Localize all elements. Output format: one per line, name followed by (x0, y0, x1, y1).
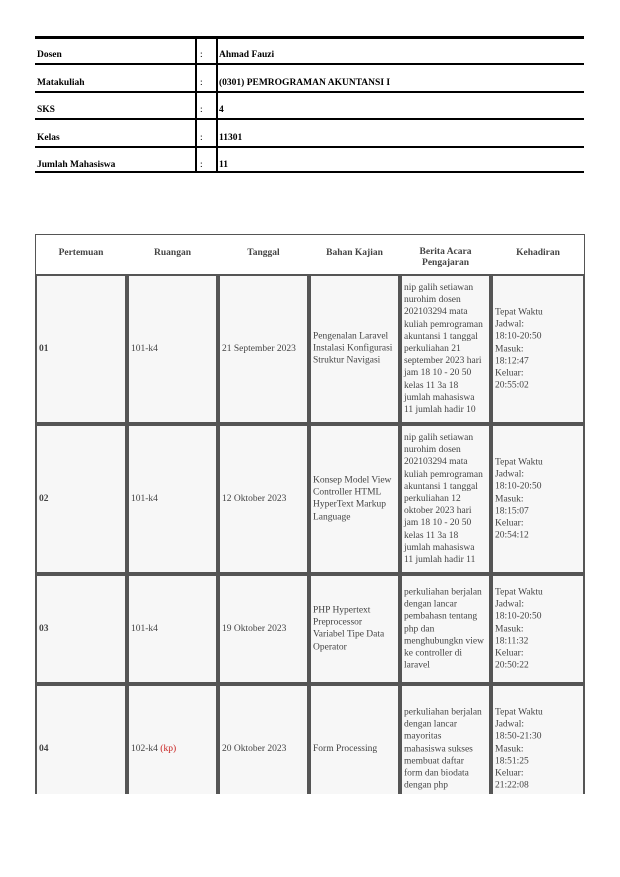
info-colon: : (200, 105, 203, 116)
info-bottom-border (35, 171, 584, 174)
kehadiran-line: Masuk: (495, 623, 524, 634)
cell-pertemuan (35, 574, 127, 684)
info-label: SKS (37, 105, 55, 116)
cell-ruangan (127, 684, 218, 794)
kehadiran-line: 18:12:47 (495, 356, 529, 367)
berita-line: perkuliahan 12 (404, 493, 461, 504)
info-row (35, 146, 584, 173)
kehadiran-line: Jadwal: (495, 599, 525, 610)
berita-line: jam 18 10 - 20 50 (404, 368, 472, 379)
berita-line: september 2023 hari (404, 356, 482, 367)
kehadiran-line: Jadwal: (495, 319, 525, 330)
cell-pertemuan (35, 684, 127, 794)
header-pertemuan: Pertemuan (58, 248, 104, 259)
berita-line: nurohim dosen (404, 445, 461, 456)
cell-tanggal (218, 574, 309, 684)
berita-line: mahasiswa sukses (404, 743, 473, 754)
kehadiran-text (495, 306, 582, 391)
pertemuan-text: 01 (39, 343, 49, 354)
cell-kehadiran (491, 274, 585, 424)
header-ruangan: Ruangan (154, 248, 191, 259)
berita-text (404, 432, 488, 566)
ruangan-text (131, 743, 215, 755)
cell-tanggal (218, 274, 309, 424)
bahan-line: Instalasi Konfigurasi (313, 343, 393, 354)
kehadiran-line: Keluar: (495, 518, 524, 529)
cell-pertemuan (35, 274, 127, 424)
berita-line: akuntansi 1 tanggal (404, 331, 478, 342)
bahan-text (313, 743, 397, 755)
kehadiran-line: 20:55:02 (495, 380, 529, 391)
kehadiran-text (495, 706, 582, 791)
cell-berita (400, 424, 491, 574)
info-row (35, 91, 584, 118)
kehadiran-line: Masuk: (495, 343, 524, 354)
berita-line: menghubungkn view (404, 636, 484, 647)
bahan-line: Variabel Tipe Data (313, 630, 385, 640)
berita-line: 202103294 mata (404, 457, 468, 468)
bahan-line: Preprocessor (313, 617, 363, 628)
info-row-divider (35, 91, 584, 93)
berita-text (404, 586, 488, 671)
kehadiran-line: 18:15:07 (495, 506, 529, 517)
bahan-line: HyperText Markup (313, 500, 386, 510)
bahan-line: Pengenalan Laravel (313, 331, 389, 342)
info-row-divider (35, 118, 584, 120)
bahan-line: Controller HTML (313, 487, 382, 498)
kehadiran-text (495, 456, 582, 541)
ruangan-text (131, 623, 215, 635)
berita-line: pembahasn tentang (404, 611, 478, 622)
info-colon: : (200, 77, 203, 88)
kehadiran-text (495, 586, 582, 671)
berita-line: dengan php (404, 780, 449, 791)
info-value: (0301) PEMROGRAMAN AKUNTANSI I (219, 77, 391, 88)
room-code: 102-k4 (131, 743, 158, 754)
cell-kehadiran (491, 424, 585, 574)
bahan-line: Konsep Model View (313, 475, 392, 486)
info-label: Matakuliah (37, 77, 85, 88)
berita-line: mayoritas (404, 731, 442, 742)
kehadiran-line: Jadwal: (495, 469, 525, 480)
cell-kehadiran (491, 574, 585, 684)
kehadiran-line: Masuk: (495, 493, 524, 504)
berita-line: perkuliahan berjalan (404, 587, 482, 598)
cell-berita (400, 574, 491, 684)
kehadiran-line: 18:11:32 (495, 636, 529, 647)
header-tanggal: Tanggal (247, 248, 280, 259)
info-column-divider (216, 36, 218, 173)
room-code: 101-k4 (131, 343, 158, 354)
kehadiran-line: 18:10-20:50 (495, 331, 542, 342)
cell-tanggal (218, 684, 309, 794)
berita-line: nurohim dosen (404, 295, 461, 306)
berita-line: membuat daftar (404, 756, 464, 767)
cell-kehadiran (491, 684, 585, 794)
cell-bahan (309, 424, 400, 574)
ruangan-text (131, 493, 215, 505)
header-kehadiran: Kehadiran (516, 248, 560, 259)
kehadiran-line: Keluar: (495, 368, 524, 379)
sessions-table (35, 234, 585, 794)
berita-line: 202103294 mata (404, 307, 468, 318)
berita-line: perkuliahan berjalan (404, 707, 482, 718)
bahan-line: Struktur Navigasi (313, 356, 381, 367)
tanggal-text: 19 Oktober 2023 (222, 623, 287, 634)
berita-line: form dan biodata (404, 768, 469, 779)
room-code: 101-k4 (131, 493, 158, 504)
kehadiran-line: Tepat Waktu (495, 307, 543, 318)
cell-berita (400, 274, 491, 424)
kehadiran-line: 20:50:22 (495, 660, 529, 671)
info-value: 11301 (219, 132, 243, 143)
tanggal-text: 12 Oktober 2023 (222, 493, 287, 504)
info-label: Kelas (37, 132, 60, 143)
pertemuan-text: 02 (39, 493, 49, 504)
tanggal-text: 20 Oktober 2023 (222, 743, 287, 754)
kehadiran-line: Tepat Waktu (495, 457, 543, 468)
info-value: Ahmad Fauzi (219, 50, 275, 61)
kehadiran-line: Keluar: (495, 768, 524, 779)
kehadiran-line: 18:51:25 (495, 756, 529, 767)
info-label: Dosen (37, 50, 62, 61)
kehadiran-line: Keluar: (495, 648, 524, 659)
course-info-table (35, 36, 584, 173)
cell-ruangan (127, 424, 218, 574)
bahan-line: Operator (313, 642, 347, 653)
info-value: 4 (219, 105, 224, 116)
info-label: Jumlah Mahasiswa (37, 159, 116, 170)
bahan-text (313, 605, 397, 654)
berita-line: laravel (404, 660, 430, 671)
berita-line: dengan lancar (404, 599, 458, 610)
berita-line: kelas 11 3a 18 (404, 380, 459, 391)
room-code: 101-k4 (131, 623, 158, 634)
berita-line: kelas 11 3a 18 (404, 530, 459, 541)
kehadiran-line: Masuk: (495, 743, 524, 754)
info-row-divider (35, 36, 584, 39)
cell-ruangan (127, 274, 218, 424)
berita-line: jumlah mahasiswa (404, 542, 475, 553)
cell-bahan (309, 684, 400, 794)
berita-line: jam 18 10 - 20 50 (404, 518, 472, 529)
header-berita-acara: Berita Acara Pengajaran (419, 246, 472, 268)
room-note: (kp) (160, 743, 177, 754)
berita-line: dengan lancar (404, 719, 458, 730)
berita-line: nip galih setiawan (404, 282, 474, 293)
ruangan-text (131, 343, 215, 355)
tanggal-text: 21 September 2023 (222, 343, 296, 354)
info-colon: : (200, 50, 203, 61)
cell-bahan (309, 574, 400, 684)
bahan-text (313, 331, 397, 368)
cell-berita (400, 684, 491, 794)
berita-line: oktober 2023 hari (404, 506, 472, 517)
berita-line: 11 jumlah hadir 10 (404, 404, 476, 415)
berita-line: kuliah pemrograman (404, 319, 483, 330)
info-row (35, 118, 584, 145)
kehadiran-line: 18:10-20:50 (495, 481, 542, 492)
berita-text (404, 282, 488, 416)
kehadiran-line: Tepat Waktu (495, 587, 543, 598)
bahan-line: Form Processing (313, 743, 378, 754)
kehadiran-line: Tepat Waktu (495, 707, 543, 718)
berita-line: jumlah mahasiswa (404, 392, 475, 403)
header-bahan-kajian: Bahan Kajian (326, 248, 383, 259)
cell-ruangan (127, 574, 218, 684)
info-row-divider (35, 63, 584, 65)
info-row-divider (35, 146, 584, 148)
kehadiran-line: 21:22:08 (495, 780, 529, 791)
kehadiran-line: Jadwal: (495, 719, 525, 730)
bahan-line: PHP Hypertext (313, 605, 371, 616)
pertemuan-text: 03 (39, 623, 49, 634)
info-colon: : (200, 159, 203, 170)
berita-line: akuntansi 1 tanggal (404, 481, 478, 492)
kehadiran-line: 18:10-20:50 (495, 611, 542, 622)
berita-text (404, 706, 488, 791)
bahan-text (313, 475, 397, 524)
berita-line: kuliah pemrograman (404, 469, 483, 480)
info-value: 11 (219, 159, 228, 170)
info-colon: : (200, 132, 203, 143)
info-column-divider (195, 36, 197, 173)
berita-line: php dan (404, 623, 435, 634)
pertemuan-text: 04 (39, 743, 49, 754)
berita-line: nip galih setiawan (404, 432, 474, 443)
kehadiran-line: 18:50-21:30 (495, 731, 542, 742)
cell-tanggal (218, 424, 309, 574)
kehadiran-line: 20:54:12 (495, 530, 529, 541)
berita-line: ke controller di (404, 648, 463, 659)
berita-line: perkuliahan 21 (404, 343, 461, 354)
bahan-line: Language (313, 512, 351, 523)
info-row (35, 36, 584, 63)
cell-pertemuan (35, 424, 127, 574)
berita-line: 11 jumlah hadir 11 (404, 554, 476, 565)
cell-bahan (309, 274, 400, 424)
info-row (35, 63, 584, 90)
